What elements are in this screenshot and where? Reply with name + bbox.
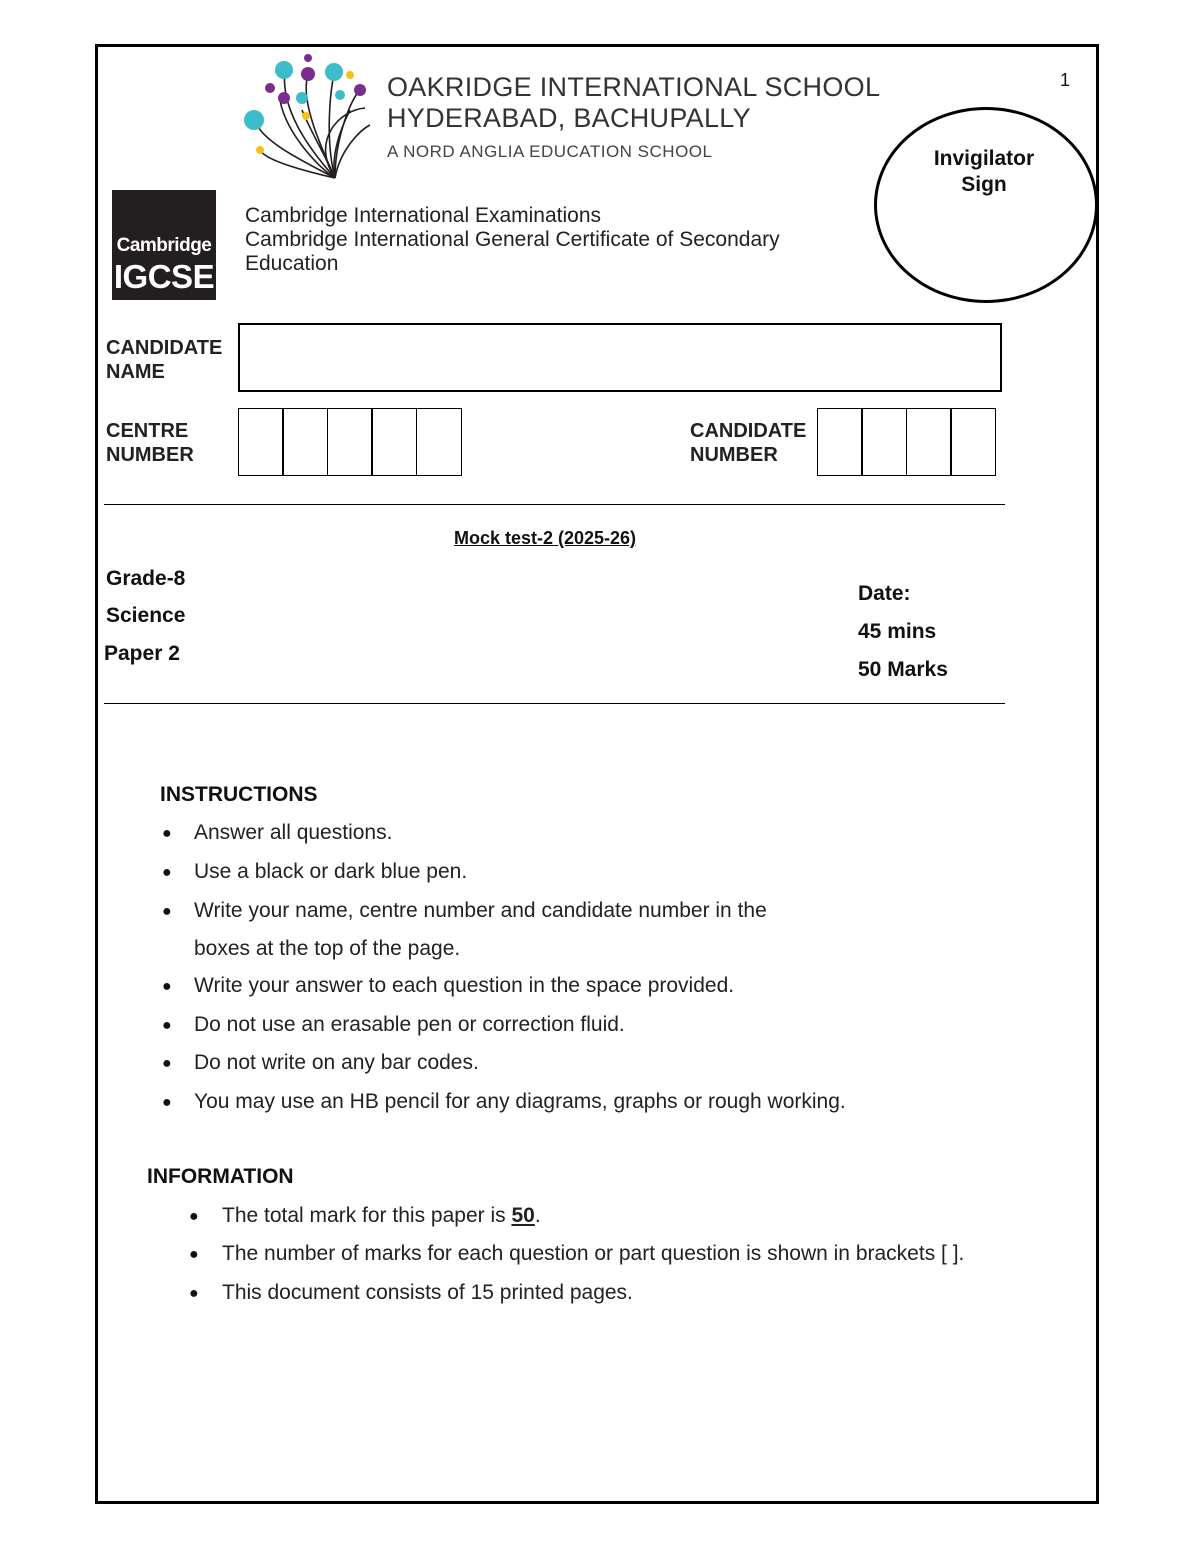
bullet-icon: ●	[189, 1208, 199, 1225]
divider-bottom	[104, 703, 1005, 704]
exam-board	[245, 204, 780, 276]
bullet-icon: ●	[162, 978, 172, 995]
school-name-line2: HYDERABAD, BACHUPALLY	[387, 103, 751, 133]
candidate-name-field[interactable]	[238, 323, 1002, 392]
centre-number-label-line2: NUMBER	[106, 444, 194, 466]
school-tagline: A NORD ANGLIA EDUCATION SCHOOL	[387, 142, 713, 161]
bullet-icon: ●	[162, 903, 172, 920]
igcse-logo-line1: Cambridge	[116, 235, 212, 256]
candidate-number-label-line2: NUMBER	[690, 444, 778, 466]
date-label: Date:	[858, 582, 911, 605]
instructions-heading: INSTRUCTIONS	[160, 783, 318, 806]
candidate-number-box[interactable]	[950, 408, 996, 476]
bullet-icon: ●	[189, 1285, 199, 1302]
bullet-icon: ●	[162, 864, 172, 881]
school-logo-icon	[240, 50, 380, 182]
invigilator-sign-circle[interactable]	[874, 107, 1098, 303]
candidate-number-label-line1: CANDIDATE	[690, 420, 807, 442]
centre-number-box[interactable]	[327, 408, 373, 476]
cambridge-igcse-logo	[112, 190, 216, 300]
instruction-item: Do not write on any bar codes.	[194, 1051, 479, 1074]
candidate-name-label-line1: CANDIDATE	[106, 337, 223, 359]
school-name	[387, 72, 880, 134]
instruction-item: Write your answer to each question in the space provided.	[194, 974, 735, 997]
candidate-number-box[interactable]	[861, 408, 907, 476]
information-item: The number of marks for each question or part question is shown in brackets [ ].	[222, 1242, 965, 1265]
exam-board-line2: Cambridge International General Certificate of Secondary	[245, 228, 780, 251]
total-mark-value: 50	[511, 1204, 535, 1227]
invigilator-label-line1: Invigilator	[933, 147, 1035, 170]
candidate-number-box[interactable]	[906, 408, 952, 476]
instruction-item: You may use an HB pencil for any diagrams, graphs or rough working.	[194, 1090, 846, 1113]
information-heading: INFORMATION	[147, 1165, 294, 1188]
total-mark-text: The total mark for this paper is	[222, 1204, 512, 1227]
centre-number-box[interactable]	[416, 408, 462, 476]
bullet-icon: ●	[162, 1055, 172, 1072]
exam-board-line1: Cambridge International Examinations	[245, 204, 602, 227]
centre-number-label-line1: CENTRE	[106, 420, 189, 442]
test-title-text: Mock test-2 (2025-26)	[453, 528, 637, 548]
total-mark-suffix: .	[534, 1204, 541, 1227]
bullet-icon: ●	[162, 825, 172, 842]
candidate-number-boxes	[818, 408, 996, 476]
candidate-number-label	[690, 419, 806, 467]
marks-label: 50 Marks	[858, 658, 948, 681]
instruction-item: Write your name, centre number and candidate number in the	[194, 899, 767, 922]
bullet-icon: ●	[162, 1094, 172, 1111]
paper-label: Paper 2	[104, 642, 180, 665]
instruction-item-continued: boxes at the top of the page.	[194, 937, 461, 960]
centre-number-label	[106, 419, 194, 467]
page-number: 1	[1060, 70, 1071, 90]
centre-number-box[interactable]	[371, 408, 417, 476]
exam-board-line3: Education	[245, 252, 339, 275]
candidate-number-box[interactable]	[817, 408, 863, 476]
divider-top	[104, 504, 1005, 505]
school-name-line1: OAKRIDGE INTERNATIONAL SCHOOL	[387, 72, 881, 102]
centre-number-box[interactable]	[282, 408, 328, 476]
test-title	[0, 528, 1090, 549]
instruction-item: Answer all questions.	[194, 821, 393, 844]
information-item-total-mark	[222, 1204, 541, 1228]
centre-number-boxes	[239, 408, 462, 476]
subject-label: Science	[106, 604, 186, 627]
centre-number-box[interactable]	[238, 408, 284, 476]
invigilator-label-line2: Sign	[961, 173, 1007, 196]
invigilator-label	[874, 146, 1094, 198]
bullet-icon: ●	[189, 1246, 199, 1263]
candidate-name-label	[106, 336, 222, 384]
duration-label: 45 mins	[858, 620, 937, 643]
instruction-item: Do not use an erasable pen or correction fluid.	[194, 1013, 625, 1036]
candidate-name-label-line2: NAME	[106, 361, 165, 383]
bullet-icon: ●	[162, 1017, 172, 1034]
information-item: This document consists of 15 printed pages.	[222, 1281, 633, 1304]
instruction-item: Use a black or dark blue pen.	[194, 860, 468, 883]
grade-label: Grade-8	[106, 567, 186, 590]
igcse-logo-line2: IGCSE	[113, 258, 215, 295]
